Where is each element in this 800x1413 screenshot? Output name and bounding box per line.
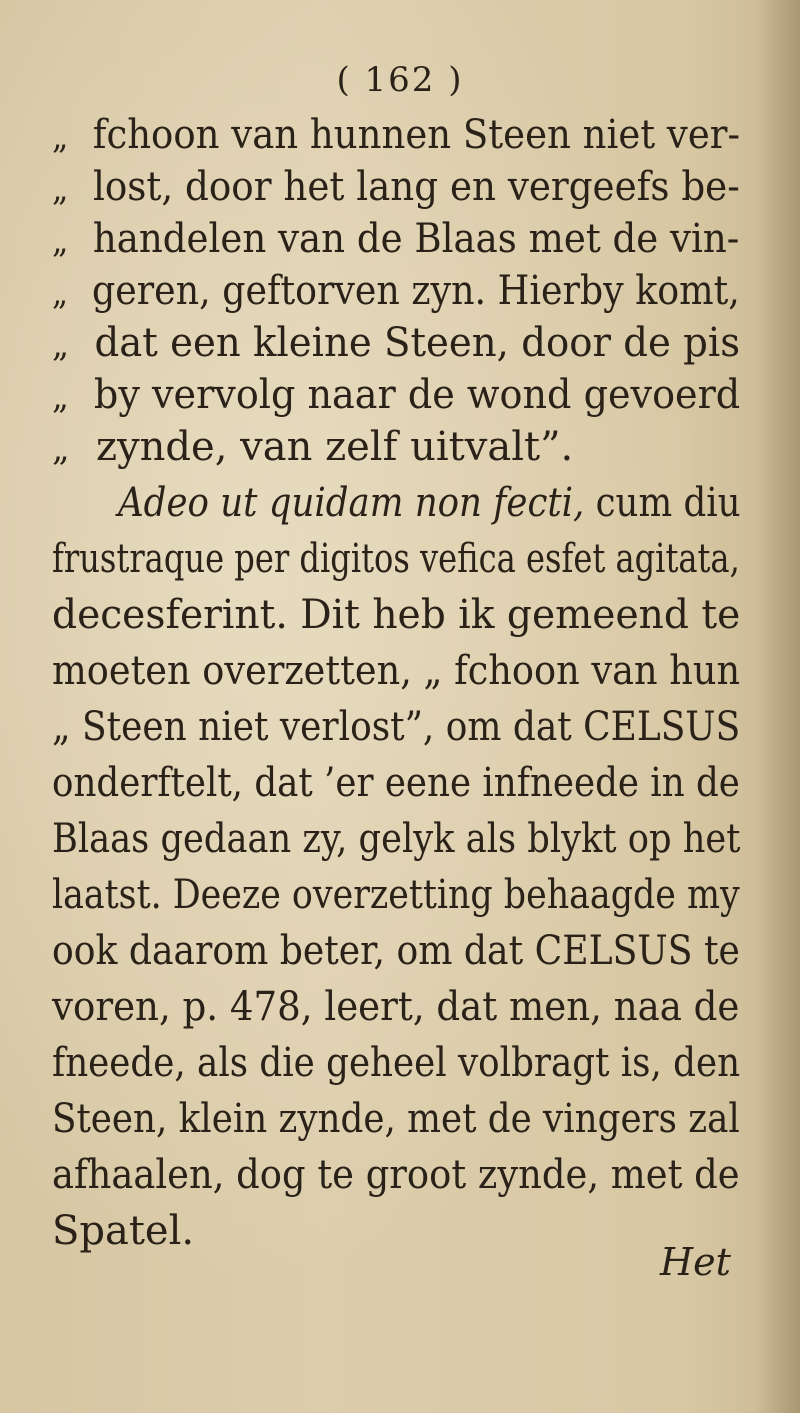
quote-mark: „ (52, 377, 69, 417)
body-line: moeten overzetten, „ fchoon van hun (52, 648, 741, 694)
quoted-line (52, 162, 740, 214)
quoted-line (52, 266, 740, 318)
body-line: laatst. Deeze overzetting behaagde my (52, 872, 740, 918)
quoted-line (52, 370, 740, 422)
quoted-line (52, 318, 740, 370)
latin-rest-text: cum diu (584, 480, 741, 526)
latin-italic-text: Adeo ut quidam non fecti, (118, 480, 585, 526)
latin-line (118, 478, 741, 528)
quote-mark: „ (52, 169, 69, 209)
body-line: frustraque per digitos vefica esfet agitata, (52, 536, 740, 582)
quoted-line (52, 110, 740, 162)
quoted-line (52, 422, 573, 474)
line-text: lost, door het lang en vergeefs be- (92, 164, 740, 210)
body-line: fneede, als die geheel volbragt is, den (52, 1040, 741, 1086)
body-line: voren, p. 478, leert, dat men, naa de (52, 984, 740, 1030)
line-text: geren, geftorven zyn. Hierby komt, (91, 268, 740, 314)
body-line: Blaas gedaan zy, gelyk als blykt op het (52, 816, 741, 862)
catchword: Het (660, 1240, 731, 1284)
body-line: decesferint. Dit heb ik gemeend te (52, 592, 741, 638)
line-text: fchoon van hunnen Steen niet ver- (92, 112, 740, 158)
quote-mark: „ (52, 325, 70, 365)
quote-mark: „ (52, 429, 70, 469)
line-text: by vervolg naar de wond gevoerd (93, 372, 741, 418)
page-edge-shadow (755, 0, 800, 1413)
body-line: Spatel. (52, 1208, 195, 1254)
line-text: zynde, van zelf uitvalt”. (96, 424, 574, 470)
body-line: ook daarom beter, om dat CELSUS te (52, 928, 740, 974)
quote-mark: „ (52, 221, 69, 261)
body-line: onderftelt, dat ’er eene infneede in de (52, 760, 740, 806)
body-line: Steen, klein zynde, met de vingers zal (52, 1096, 740, 1142)
quote-mark: „ (52, 273, 69, 313)
line-text: handelen van de Blaas met de vin- (92, 216, 740, 262)
quoted-line (52, 214, 739, 266)
line-text: dat een kleine Steen, door de pis (94, 320, 741, 366)
body-line: „ Steen niet verlost”, om dat CELSUS (52, 704, 741, 750)
page-number: ( 162 ) (336, 60, 464, 100)
quote-mark: „ (52, 117, 69, 157)
body-line: afhaalen, dog te groot zynde, met de (52, 1152, 740, 1198)
